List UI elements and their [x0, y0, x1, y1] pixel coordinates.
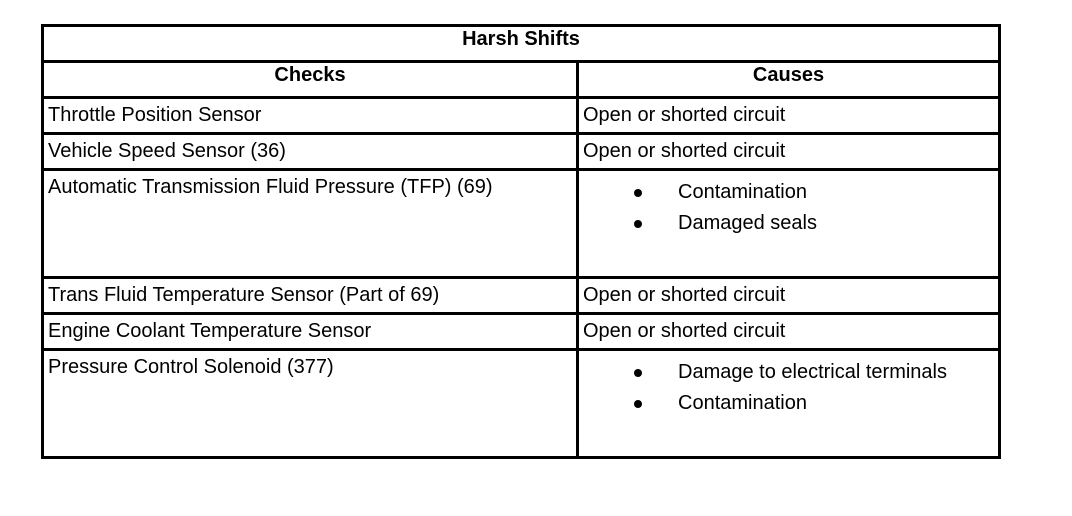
table-row	[43, 350, 1000, 458]
bullet-icon	[634, 220, 642, 228]
check-cell: Automatic Transmission Fluid Pressure (TFP) (69)	[43, 170, 578, 278]
table-header-row	[43, 62, 1000, 98]
cause-list-item	[583, 388, 994, 419]
column-header-checks: Checks	[43, 62, 578, 98]
cause-cell: Open or shorted circuit	[578, 134, 1000, 170]
cause-cell	[578, 170, 1000, 278]
cause-cell	[578, 350, 1000, 458]
table-row	[43, 134, 1000, 170]
check-cell: Trans Fluid Temperature Sensor (Part of 69)	[43, 278, 578, 314]
cause-cell: Open or shorted circuit	[578, 98, 1000, 134]
bullet-icon	[634, 400, 642, 408]
cause-text: Contamination	[678, 392, 807, 414]
bullet-icon	[634, 369, 642, 377]
check-cell: Vehicle Speed Sensor (36)	[43, 134, 578, 170]
harsh-shifts-table	[41, 24, 1001, 459]
table-row	[43, 98, 1000, 134]
cause-list-item	[583, 357, 994, 388]
cause-cell: Open or shorted circuit	[578, 314, 1000, 350]
cause-list	[583, 355, 994, 419]
cause-list	[583, 175, 994, 239]
table-title-row	[43, 26, 1000, 62]
bullet-icon	[634, 189, 642, 197]
table-title: Harsh Shifts	[43, 26, 1000, 62]
cause-text: Damaged seals	[678, 212, 817, 234]
cause-text: Contamination	[678, 181, 807, 203]
cause-text: Damage to electrical terminals	[678, 361, 947, 383]
cause-cell: Open or shorted circuit	[578, 278, 1000, 314]
cause-list-item	[583, 177, 994, 208]
column-header-causes: Causes	[578, 62, 1000, 98]
table-row	[43, 278, 1000, 314]
table-row	[43, 314, 1000, 350]
table-row	[43, 170, 1000, 278]
check-cell: Throttle Position Sensor	[43, 98, 578, 134]
check-cell: Pressure Control Solenoid (377)	[43, 350, 578, 458]
check-cell: Engine Coolant Temperature Sensor	[43, 314, 578, 350]
cause-list-item	[583, 208, 994, 239]
